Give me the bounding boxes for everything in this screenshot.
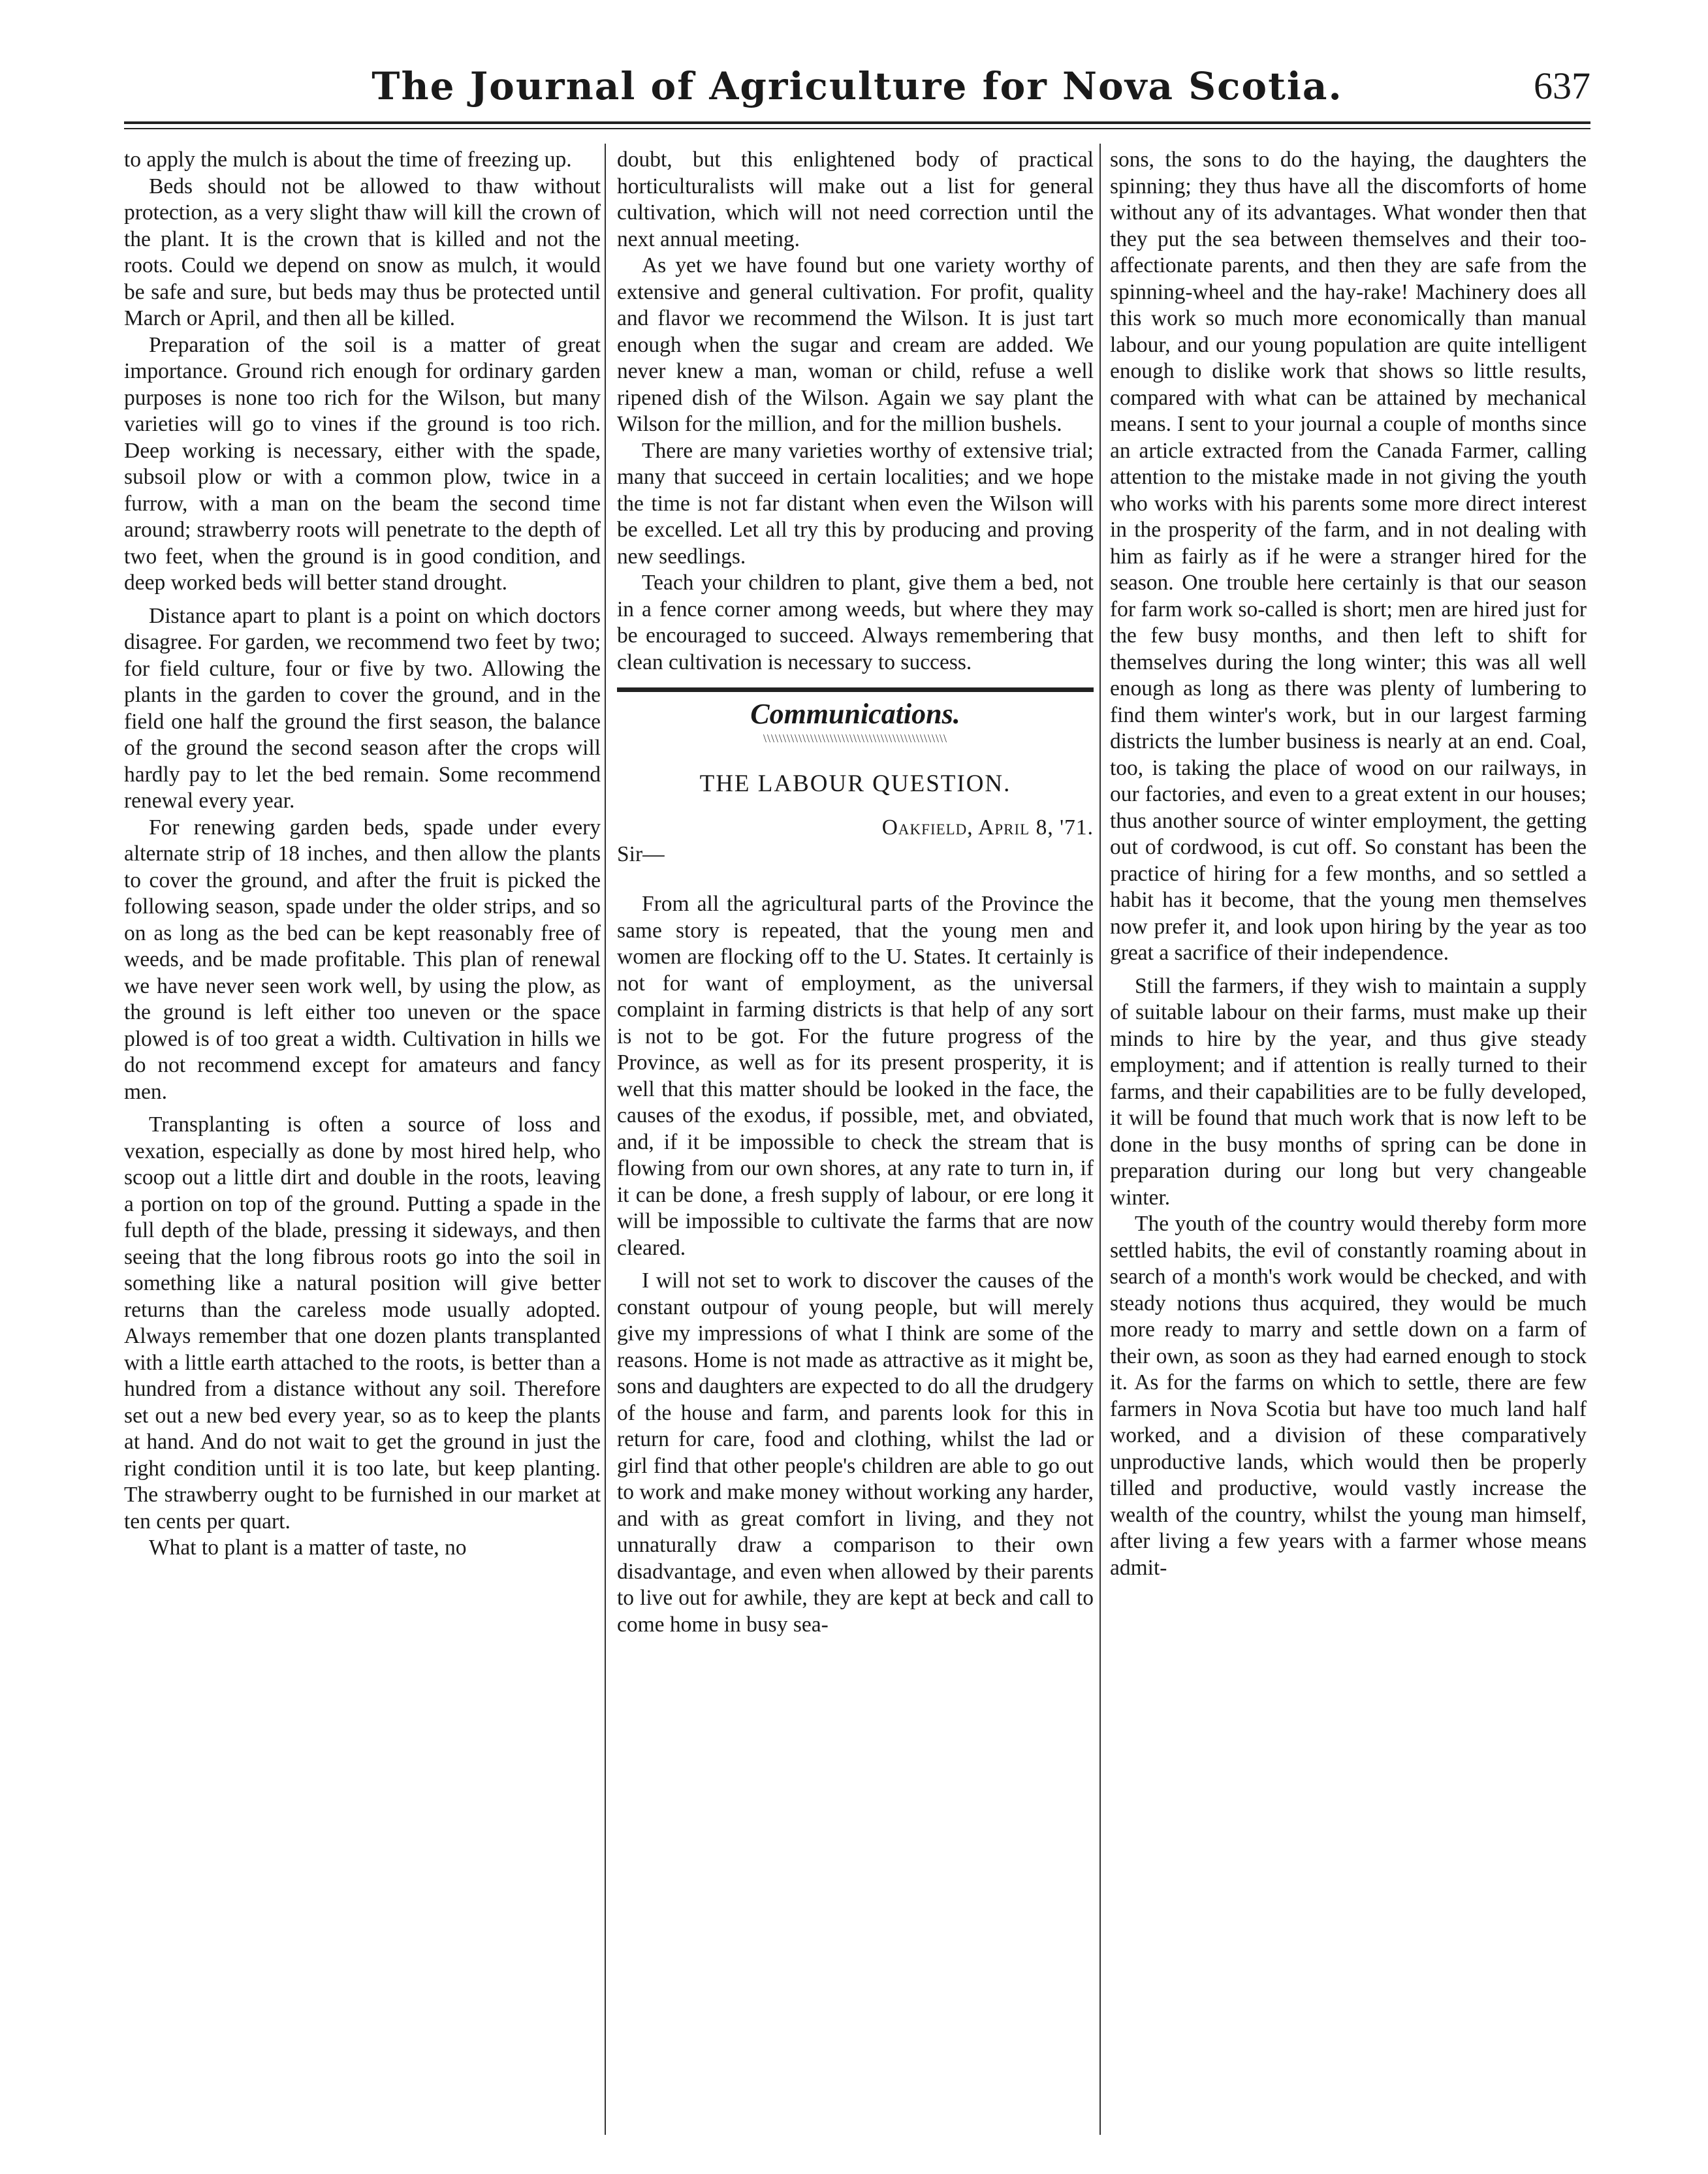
header-rule-thin	[124, 128, 1590, 129]
column-divider	[605, 144, 606, 2135]
paragraph: Distance apart to plant is a point on which doctors disagree. For garden, we recommend two feet by two; for field culture, four or five by two. Allowing the plants in the garden to cover the ground, and in the field one half the ground the first season, the balance of the ground the second season after the crops will hardly pay to let the bed remain. Some recommend renewal every year.	[124, 603, 601, 813]
paragraph: There are many varieties worthy of extensive trial; many that succeed in certain localities; and we hope the time is not far distant when even the Wilson will be excelled. Let all try this by producing and proving new seedlings.	[617, 438, 1094, 569]
masthead	[124, 46, 1590, 118]
paragraph: Beds should not be allowed to thaw without protection, as a very slight thaw will kill the crown of the plant. It is the crown that is killed and not the roots. Could we depend on snow as mulch, it would be safe and sure, but beds may thus be protected until March or April, and then all be killed.	[124, 174, 601, 330]
section-heading: Communications.	[750, 698, 960, 730]
column-divider	[1099, 144, 1101, 2135]
paragraph: sons, the sons to do the haying, the daughters the spinning; they thus have all the discomforts of home without any of its advantages. What wonder then that they put the sea between themselves and their too-affectionate parents, and then they are safe from the spinning-wheel and the hay-rake! Machinery does all this work so much more economically than manual labour, and our young population are quite intelligent enough to dislike work that shows so little results, compared with what can be attained by mechanical means. I sent to your journal a couple of months since an article extracted from the Canada Farmer, calling attention to the mistake made in not giving the youth who works with his parents some more direct interest in the prosperity of the farm, and in not dealing with him as fairly as if he were a stranger hired for the season. One trouble here certainly is that our season for farm work so-called is short; men are hired just for the few busy months, and then left to shift for themselves during the long winter; this was all well enough as long as there was plenty of lumbering to find them winter's work, but in our largest farming districts the lumber business is nearly at an end. Coal, too, is taking the place of wood on our railways, in our factories, and even to a great extent in our houses; thus another source of winter employment, the getting out of cordwood, is cut off. So constant has been the practice of hiring for a few months, and so settled a habit has it become, that the young men themselves now prefer it, and look upon hiring by the year as too great a sacrifice of their independence.	[1110, 148, 1587, 965]
paragraph: From all the agricultural parts of the Province the same story is repeated, that the young men and women are flocking off to the U. States. It certainly is not for want of employment, as the universal complaint in farming districts is that help of any sort is not to be got. For the future progress of the Province, as well as for its present prosperity, it is well that this matter should be looked in the face, the causes of the exodus, if possible, met, and obviated, and, if it be impossible to check the stream that is flowing from our own shores, at any rate to turn in, if it can be done, a fresh supply of labour, or ere long it will be impossible to cultivate the farms that are now cleared.	[617, 892, 1094, 1260]
article-title: THE LABOUR QUESTION.	[699, 770, 1011, 797]
paragraph: Preparation of the soil is a matter of great importance. Ground rich enough for ordinary garden purposes is none too rich for the Wilson, but many varieties will go to vines if the ground is too rich. Deep working is necessary, either with the spade, subsoil plow or with a common plow, twice in a furrow, with a man on the beam the second time around; strawberry roots will penetrate to the depth of two feet, when the ground is in good condition, and deep worked beds will better stand drought.	[124, 332, 601, 595]
paragraph: Still the farmers, if they wish to maintain a supply of suitable labour on their farms, must make up their minds to hire by the year, and thus give steady employment; and if attention is really turned to their farms, and their capabilities are to be fully developed, it will be found that much work that is now left to be done in the busy months of spring can be done in preparation during our long but very changeable winter.	[1110, 973, 1587, 1210]
salutation: Sir—	[617, 842, 665, 866]
paragraph: As yet we have found but one variety worthy of extensive and general cultivation. For profit, quality and flavor we recommend the Wilson. It is just tart enough when the sugar and cream are added. We never knew a man, woman or child, refuse a well ripened dish of the Wilson. Again we say plant the Wilson for the million, and for the million bushels.	[617, 253, 1094, 436]
paragraph: Teach your children to plant, give them a bed, not in a fence corner among weeds, but where they may be encouraged to succeed. Always remembering that clean cultivation is necessary to success.	[617, 571, 1094, 674]
paragraph: I will not set to work to discover the causes of the constant outpour of young people, but will merely give my impressions of what I think are some of the reasons. Home is not made as attractive as it might be, sons and daughters are expected to do all the drudgery of the house and farm, and parents look for this in return for care, food and clothing, whilst the lad or girl find that other people's children are able to go out to work and make money without working any harder, and with as great comfort in living, and they not unnaturally draw a comparison to their own disadvantage, and even when allowed by their parents to live out for awhile, they are kept at beck and call to come home in busy sea-	[617, 1268, 1094, 1637]
journal-title: The Journal of Agriculture for Nova Scotia.	[372, 64, 1343, 108]
paragraph: The youth of the country would thereby form more settled habits, the evil of constantly roaming about in search of a month's work would be checked, and with steady notions thus acquired, they would be much more ready to marry and settle down on a farm of their own, as soon as they had earned enough to stock it. As for the farms on which to settle, there are few farmers in Nova Scotia but have too much land half worked, and a division of these comparatively unproductive lands, which would then be properly tilled and productive, would vastly increase the wealth of the country, whilst the young man himself, after living a few years with a farmer whose means admit-	[1110, 1212, 1587, 1580]
dateline: Oakfield, April 8, '71.	[881, 815, 1094, 840]
paragraph: to apply the mulch is about the time of freezing up.	[124, 148, 572, 172]
column-middle	[617, 147, 1094, 2138]
paragraph: doubt, but this enlightened body of practical horticulturalists will make out a list for general cultivation, which will not need correction until the next annual meeting.	[617, 148, 1094, 251]
paragraph: For renewing garden beds, spade under every alternate strip of 18 inches, and then allow the plants to cover the ground, and after the fruit is picked the following season, spade under the older strips, and so on as long as the bed can be kept reasonably free of weeds, and be made profitable. This plan of renewal we have never seen work well, by using the plow, as the ground is left either too uneven or the space plowed is of too great a width. Cultivation in hills we do not recommend except for amateurs and fancy men.	[124, 815, 601, 1104]
paragraph: Transplanting is often a source of loss and vexation, especially as done by most hired help, who scoop out a little dirt and double in the roots, leaving a portion on top of the ground. Putting a spade in the full depth of the blade, pressing it sideways, and then seeing that the long fibrous roots go into the soil in something like a natural position will give better returns than the careless mode usually adopted. Always remember that one dozen plants transplanted with a little earth attached to the roots, is better than a hundred from a distance without any soil. Therefore set out a new bed every year, so as to keep the plants at hand. And do not wait to get the ground in just the right condition until it is too late, but keep planting. The strawberry ought to be furnished in our market at ten cents per quart.	[124, 1112, 601, 1534]
page-number: 637	[1534, 65, 1590, 107]
section-rule	[617, 687, 1094, 692]
column-right	[1110, 147, 1587, 2138]
header-rule	[124, 121, 1590, 124]
paragraph: What to plant is a matter of taste, no	[149, 1536, 467, 1560]
column-left	[124, 147, 601, 2138]
ornament-divider: \\\\\\\\\\\\\\\\\\\\\\\\\\\\\\\\\\\\\\\\\\\\\\\	[763, 732, 948, 745]
